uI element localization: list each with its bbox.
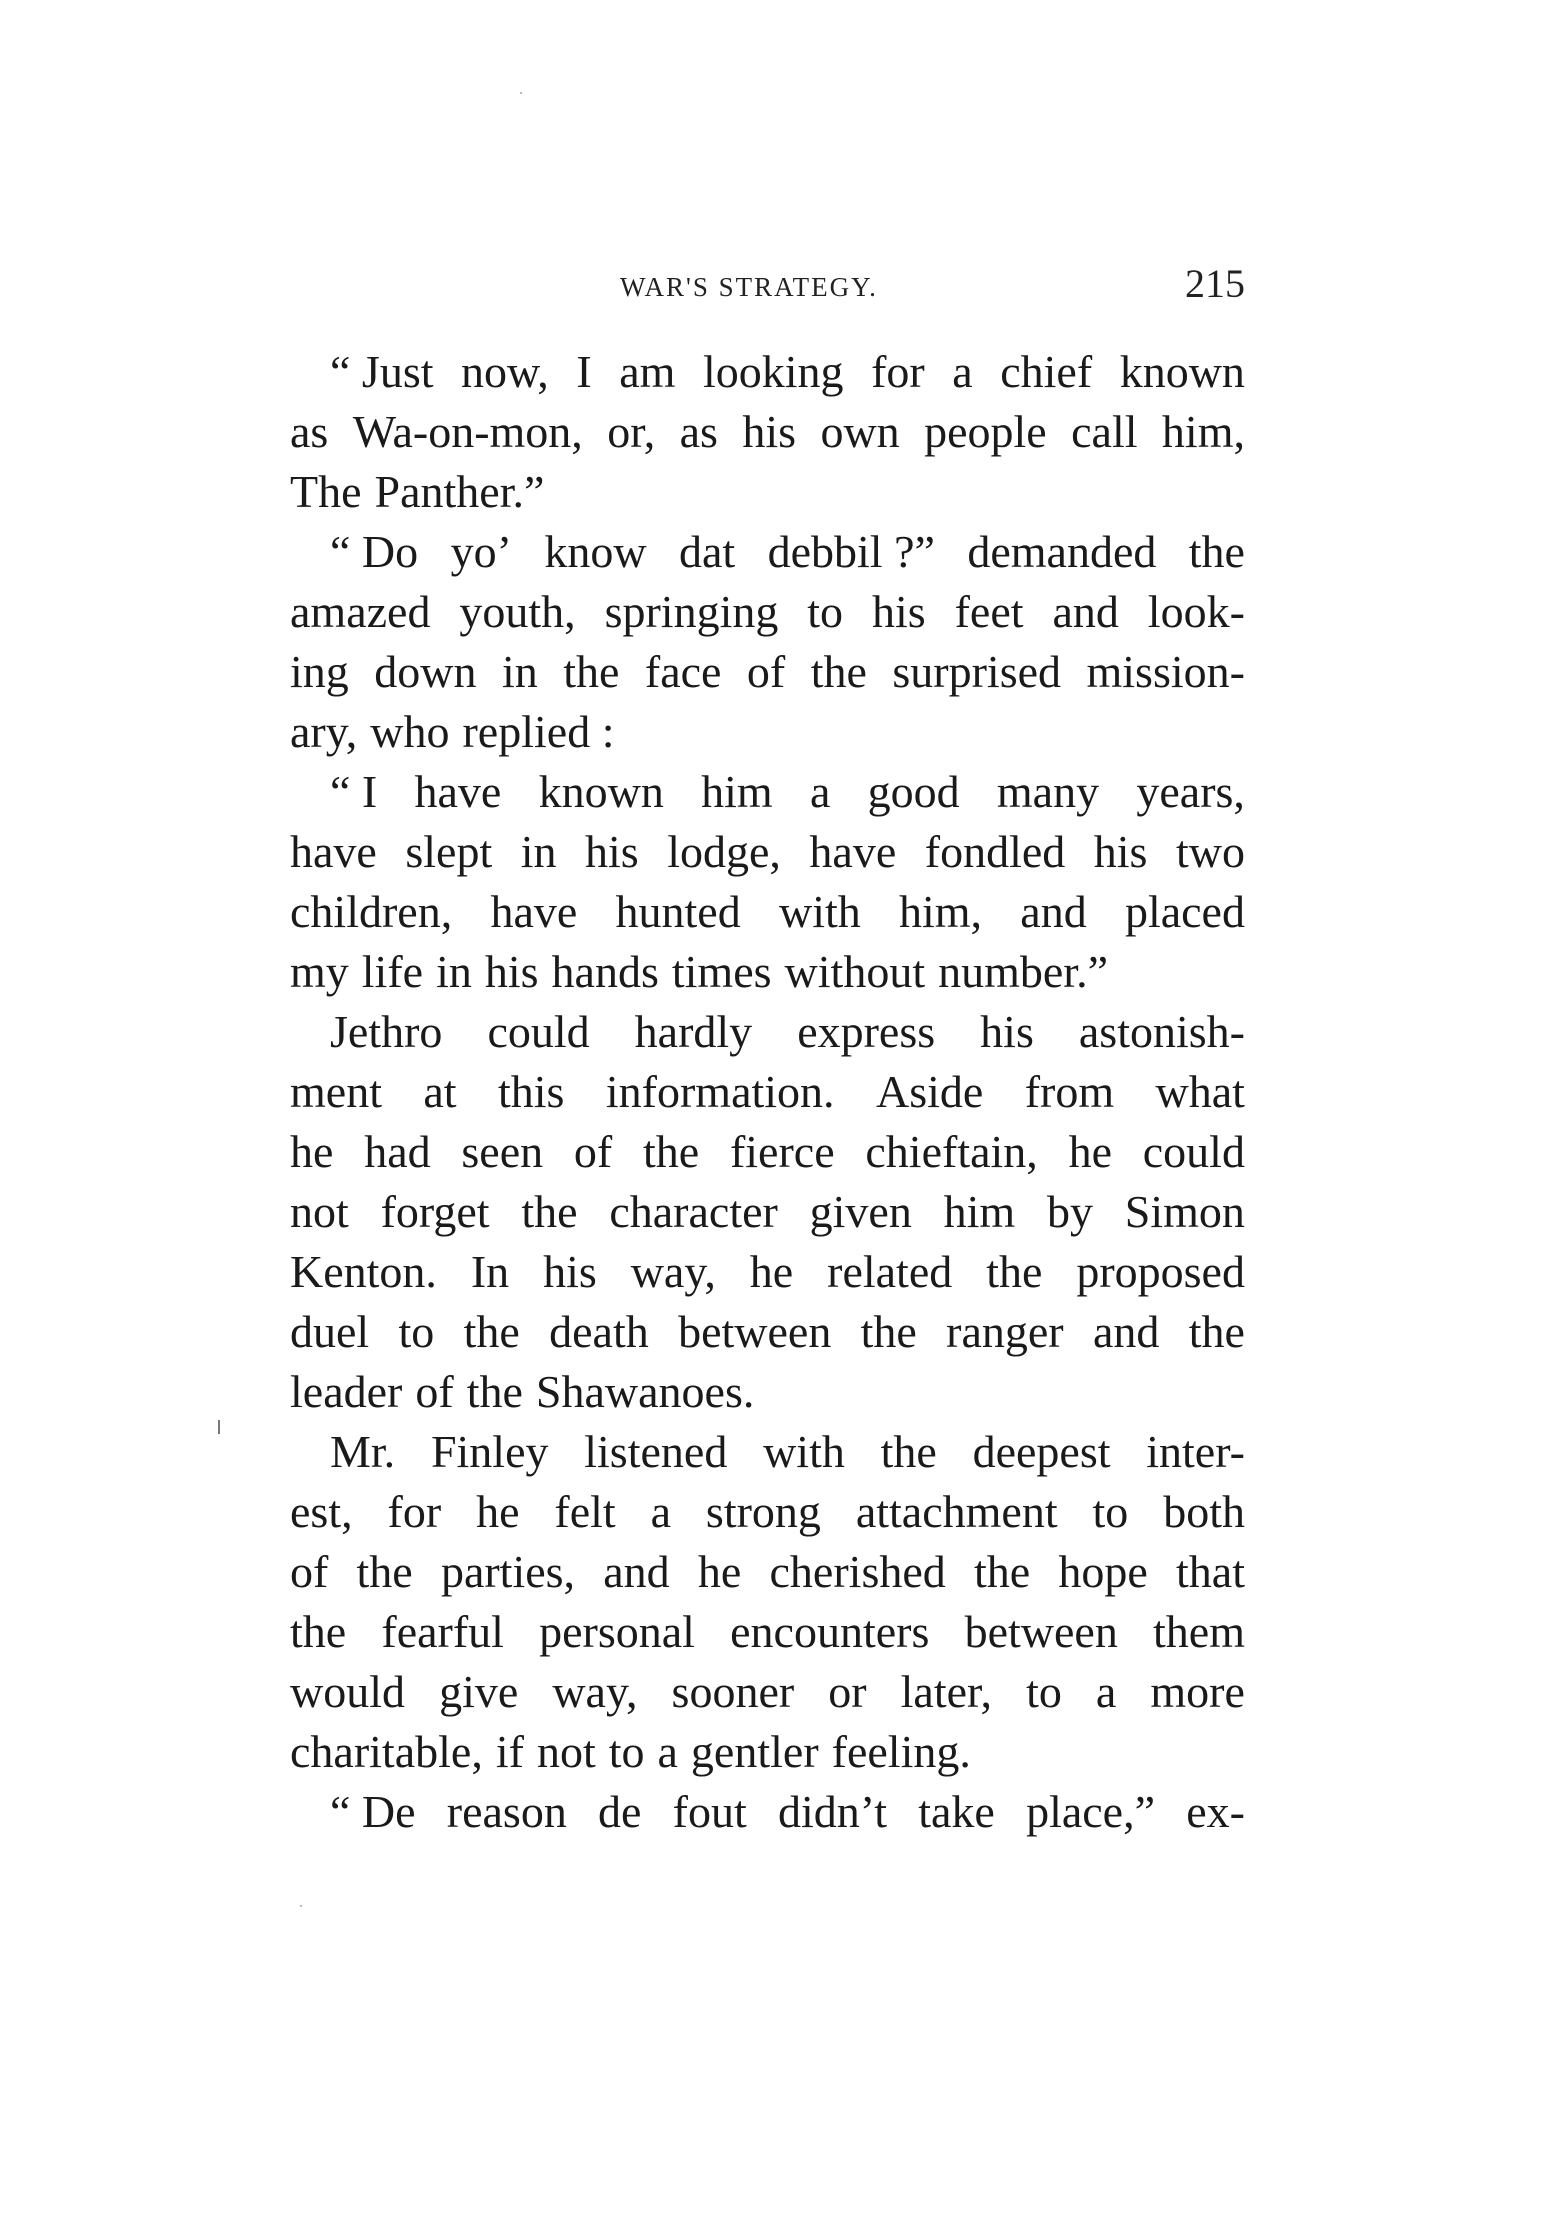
word: gentler [690,1726,819,1777]
word: that [1176,1546,1245,1597]
word: encounters [730,1606,930,1657]
word: the [1188,1306,1245,1357]
word: have [414,766,502,817]
word: slept [405,826,493,877]
word: known [1119,346,1245,397]
text-line [290,1782,1245,1842]
text-line [290,1182,1245,1242]
word: the [642,1126,700,1177]
word: known [538,766,664,817]
word: chief [1000,346,1093,397]
word: charitable, [290,1726,483,1777]
word: not [290,1186,349,1237]
word: know [544,526,647,577]
word: in [501,646,538,697]
paper-speck [520,92,522,94]
word: character [609,1186,778,1237]
word: place,” [1026,1786,1156,1837]
word: Panther.” [374,466,545,517]
word: number.” [938,946,1109,997]
word: duel [290,1306,370,1357]
word: in [520,826,557,877]
word: a [1095,1666,1117,1717]
word: his [980,1006,1034,1057]
word: would [290,1666,405,1717]
text-line [290,1422,1245,1482]
word: down [374,646,477,697]
word: attachment [855,1486,1058,1537]
word: debbil ?” [767,526,935,577]
word: and [603,1546,670,1597]
word: feet [954,586,1024,637]
word: ex- [1186,1786,1245,1837]
word: mission- [1086,646,1245,697]
word: way, [630,1246,716,1297]
word: ment [290,1066,382,1117]
word: personal [539,1606,695,1657]
word: call [1071,406,1138,457]
running-head: WAR'S STRATEGY. [620,272,878,302]
word: of [746,646,786,697]
word: the [973,1546,1031,1597]
word: listened [584,1426,728,1477]
word: fondled [924,826,1066,877]
word: lodge, [667,826,781,877]
word: seen [461,1126,544,1177]
word: Jethro [330,1006,443,1057]
word: two [1175,826,1245,877]
text-line [290,942,1245,1002]
word: “ De [330,1786,416,1837]
word: the [986,1246,1043,1297]
word: to [1092,1486,1129,1537]
word: by [1046,1186,1093,1237]
word: feeling. [831,1726,971,1777]
word: looking [702,346,844,397]
word: “ Just [330,346,434,397]
word: am [619,346,676,397]
text-line [290,1362,1245,1422]
word: death [549,1306,649,1357]
text-line [290,1242,1245,1302]
word: de [598,1786,642,1837]
word: way, [552,1666,638,1717]
word: at [423,1066,457,1117]
word: him, [898,886,983,937]
word: my [290,946,349,997]
word: his [871,586,926,637]
word: leader [290,1366,403,1417]
word: forget [380,1186,490,1237]
word: I [576,346,592,397]
word: with [763,1426,845,1477]
word: fearful [381,1606,504,1657]
word: hunted [615,886,741,937]
margin-mark [218,1420,220,1434]
page-number: 215 [1185,261,1245,306]
word: to [608,1726,645,1777]
word: “ Do [330,526,419,577]
text-line [290,522,1245,582]
word: related [827,1246,953,1297]
word: had [364,1126,431,1177]
text-line [290,822,1245,882]
word: proposed [1076,1246,1245,1297]
word: hope [1058,1546,1148,1597]
word: with [778,886,861,937]
word: amazed [290,586,431,637]
word: he [1068,1126,1112,1177]
word: ing [290,646,349,697]
word: times [671,946,772,997]
word: this [498,1066,565,1117]
word: have [490,886,578,937]
text-line [290,1602,1245,1662]
text-line [290,1542,1245,1602]
word: he [476,1486,520,1537]
word: or [828,1666,867,1717]
word: hardly [634,1006,753,1057]
word: to [807,586,844,637]
word: Shawanoes. [535,1366,755,1417]
text-line [290,1062,1245,1122]
word: deepest [972,1426,1111,1477]
word: ary, [290,706,358,757]
text-line [290,882,1245,942]
word: fout [672,1786,747,1837]
word: for [871,346,925,397]
word: felt [554,1486,616,1537]
text-line [290,582,1245,642]
word: as [290,406,329,457]
word: he [749,1246,794,1297]
word: to [1026,1666,1062,1717]
word: express [797,1006,936,1057]
word: astonish- [1078,1006,1245,1057]
word: the [290,1606,347,1657]
word: he [697,1546,742,1597]
word: between [678,1306,832,1357]
word: The [290,466,362,517]
word: surprised [892,646,1062,697]
word: the [356,1546,413,1597]
paper-speck [300,1905,302,1907]
word: he [290,1126,334,1177]
text-line [290,1662,1245,1722]
word: if [495,1726,524,1777]
word: in [436,946,472,997]
word: Simon [1124,1186,1245,1237]
word: his [585,826,639,877]
text-line [290,1482,1245,1542]
word: from [1024,1066,1115,1117]
word: give [439,1666,519,1717]
word: a [657,1726,678,1777]
word: a [952,346,973,397]
word: the [810,646,867,697]
text-line [290,762,1245,822]
word: inter- [1146,1426,1245,1477]
word: reason [446,1786,567,1837]
word: replied : [462,706,615,757]
word: the [880,1426,937,1477]
word: or, [607,406,656,457]
word: sooner [671,1666,795,1717]
word: chieftain, [865,1126,1038,1177]
word: to [398,1306,435,1357]
word: didn’t [777,1786,888,1837]
word: the [563,646,620,697]
word: the [860,1306,917,1357]
word: of [573,1126,613,1177]
text-line [290,462,1245,522]
word: as [679,406,718,457]
word: him [701,766,773,817]
word: yo’ [450,526,512,577]
text-line [290,1722,1245,1782]
word: and [1052,586,1119,637]
word: children, [290,886,453,937]
word: without [784,946,926,997]
word: years, [1136,766,1245,817]
page-header [290,258,1245,318]
word: look- [1147,586,1245,637]
word: and [1020,886,1087,937]
word: not [536,1726,596,1777]
word: people [924,406,1047,457]
word: Aside [875,1066,984,1117]
word: who [370,706,450,757]
word: a [650,1486,672,1537]
word: could [487,1006,590,1057]
word: strong [705,1486,821,1537]
word: the [1188,526,1245,577]
word: him [943,1186,1016,1237]
word: hands [551,946,659,997]
word: face [644,646,722,697]
word: Finley [430,1426,549,1477]
text-line [290,642,1245,702]
word: given [809,1186,912,1237]
word: placed [1124,886,1245,937]
word: more [1150,1666,1245,1717]
word: between [964,1606,1118,1657]
text-line [290,702,1245,762]
word: his [742,406,797,457]
word: youth, [459,586,576,637]
text-line [290,1002,1245,1062]
word: demanded [967,526,1157,577]
word: take [918,1786,995,1837]
word: good [867,766,960,817]
word: est, [290,1486,353,1537]
word: ranger [946,1306,1064,1357]
word: both [1163,1486,1245,1537]
word: Kenton. [290,1246,437,1297]
word: could [1142,1126,1245,1177]
body-text [290,342,1245,1842]
word: life [361,946,424,997]
text-line [290,342,1245,402]
text-line [290,1122,1245,1182]
word: information. [605,1066,835,1117]
word: springing [604,586,779,637]
word: and [1092,1306,1160,1357]
word: Wa-on-mon, [352,406,583,457]
word: his [1093,826,1148,877]
word: many [996,766,1100,817]
word: “ I [330,766,378,817]
text-line [290,1302,1245,1362]
word: the [466,1366,523,1417]
word: Mr. [330,1426,396,1477]
word: of [290,1546,329,1597]
word: them [1153,1606,1245,1657]
word: later, [900,1666,993,1717]
word: him, [1161,406,1245,457]
word: own [820,406,900,457]
word: parties, [440,1546,576,1597]
word: have [290,826,377,877]
word: his [543,1246,597,1297]
text-line [290,402,1245,462]
word: the [521,1186,578,1237]
word: In [470,1246,510,1297]
word: fierce [729,1126,835,1177]
word: for [387,1486,442,1537]
word: his [484,946,539,997]
word: dat [678,526,736,577]
word: of [415,1366,454,1417]
word: the [463,1306,520,1357]
word: have [809,826,897,877]
word: cherished [769,1546,946,1597]
word: a [809,766,831,817]
word: what [1155,1066,1245,1117]
word: now, [461,346,549,397]
